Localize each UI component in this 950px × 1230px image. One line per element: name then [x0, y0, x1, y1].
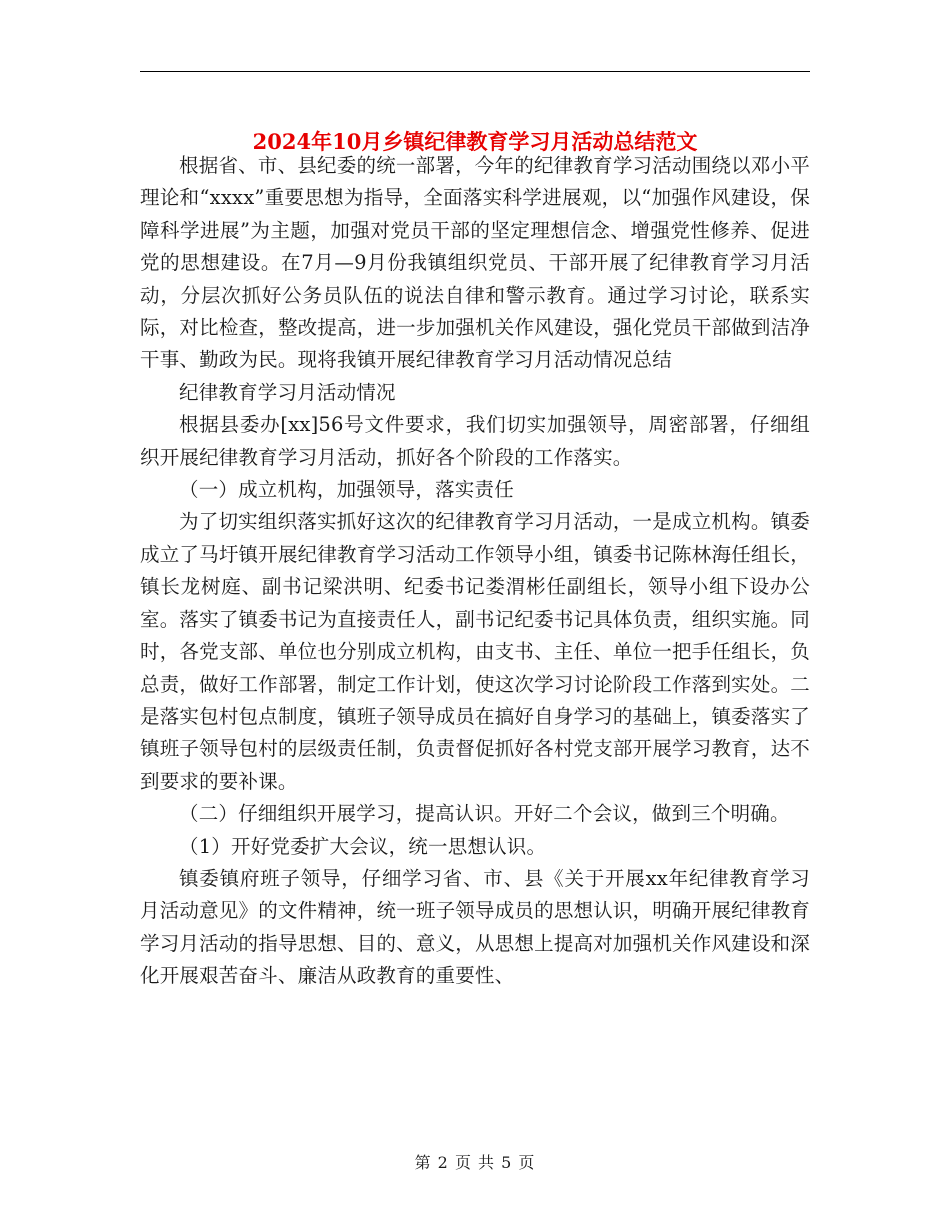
paragraph-section-heading: 纪律教育学习月活动情况 [179, 380, 396, 404]
document-body [140, 150, 810, 993]
paragraph-subheading-1: （一）成立机构，加强领导，落实责任 [179, 478, 514, 502]
paragraph-subheading-2: （二）仔细组织开展学习，提高认识。开好二个会议，做到三个明确。 [179, 802, 790, 826]
paragraph-study: 镇委镇府班子领导，仔细学习省、市、县《关于开展xx年纪律教育学习月活动意见》的文件精神，统一班子领导成员的思想认识，明确开展纪律教育学习月活动的指导思想、目的、意义，从思想上提高对加强机关作风建设和深化开展艰苦奋斗、廉洁从政教育的重要性、 [140, 866, 810, 988]
paragraph-subheading-3: （1）开好党委扩大会议，统一思想认识。 [179, 834, 547, 858]
header-rule [140, 71, 810, 72]
paragraph-organization: 为了切实组织落实抓好这次的纪律教育学习月活动，一是成立机构。镇委成立了马圩镇开展纪律教育学习活动工作领导小组，镇委书记陈林海任组长，镇长龙树庭、副书记梁洪明、纪委书记娄渭彬任副组长，领导小组下设办公室。落实了镇委书记为直接责任人，副书记纪委书记具体负责，组织实施。同时，各党支部、单位也分别成立机构，由支书、主任、单位一把手任组长，负总责，做好工作部署，制定工作计划，使这次学习讨论阶段工作落到实处。二是落实包村包点制度，镇班子领导成员在搞好自身学习的基础上，镇委落实了镇班子领导包村的层级责任制，负责督促抓好各村党支部开展学习教育，达不到要求的要补课。 [140, 510, 810, 793]
page-number-footer: 第 2 页 共 5 页 [414, 1153, 536, 1172]
paragraph-intro: 根据省、市、县纪委的统一部署，今年的纪律教育学习活动围绕以邓小平理论和“xxxx”重要思想为指导，全面落实科学进展观，以“加强作风建设，保障科学进展”为主题，加强对党员干部的坚定理想信念、增强党性修养、促进党的思想建设。在7月—9月份我镇组织党员、干部开展了纪律教育学习月活动，分层次抓好公务员队伍的说法自律和警示教育。通过学习讨论，联系实际，对比检查，整改提高，进一步加强机关作风建设，强化党员干部做到洁净干事、勤政为民。现将我镇开展纪律教育学习月活动情况总结 [140, 154, 810, 372]
paragraph-directive: 根据县委办[xx]56号文件要求，我们切实加强领导，周密部署，仔细组织开展纪律教育学习月活动，抓好各个阶段的工作落实。 [140, 413, 810, 469]
document-title: 2024年10月乡镇纪律教育学习月活动总结范文 [252, 129, 698, 155]
